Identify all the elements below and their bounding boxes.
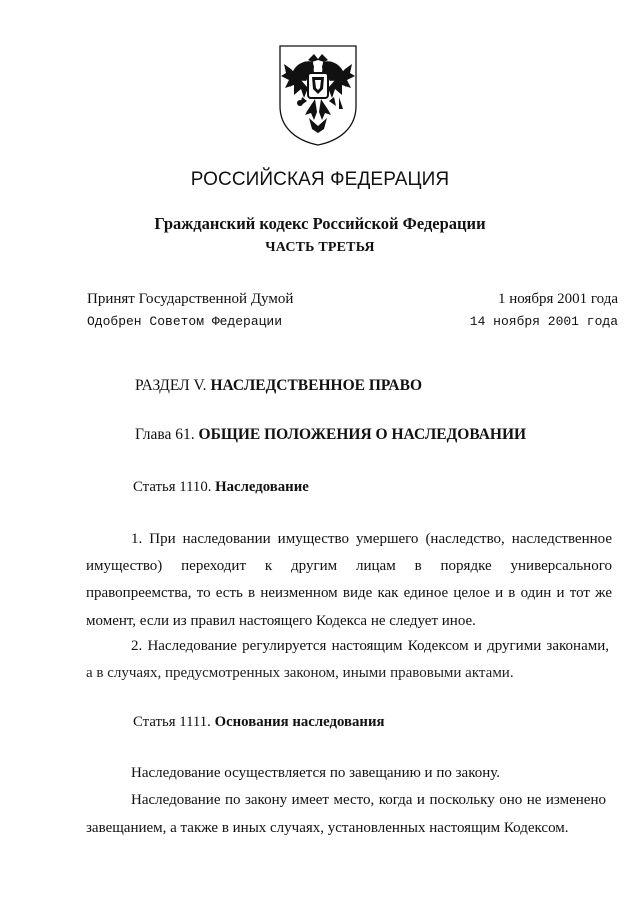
adoption-date-duma: 1 ноября 2001 года [497,291,618,307]
article-1110-paragraph-line: 2. Наследование регулируется настоящим Кодексом и другими законами, [131,638,609,654]
article-1110-heading [133,479,309,496]
section-prefix: РАЗДЕЛ V. [135,377,211,394]
adoption-body-duma: Принят Государственной Думой [87,291,294,307]
section-heading [135,377,422,395]
article-1110-prefix: Статья 1110. [133,479,216,495]
article-1111-heading [133,714,384,731]
article-1110-paragraph-line: имущество) переходит к другим лицам в порядке универсального [86,558,612,574]
article-1110-paragraph-line: а в случаях, предусмотренных законом, иными правовыми актами. [86,665,514,681]
article-1111-paragraph-line: завещанием, а также в иных случаях, установленных настоящим Кодексом. [86,820,569,836]
article-1110-paragraph-line: момент, если из правил настоящего Кодекса не следует иное. [86,613,476,629]
part-title: ЧАСТЬ ТРЕТЬЯ [265,240,375,255]
article-1110-paragraph-line: правопреемства, то есть в неизменном виде как единое целое и в один и тот же [86,585,612,601]
chapter-prefix: Глава 61. [135,426,199,443]
article-1111-paragraph-line: Наследование осуществляется по завещанию и по закону. [131,765,501,781]
article-1111-paragraph-line: Наследование по закону имеет место, когда и поскольку оно не изменено [131,792,606,808]
adoption-body-federation-council: Одобрен Советом Федерации [87,314,283,329]
article-1111-title: Основания наследования [214,714,385,730]
section-title: НАСЛЕДСТВЕННОЕ ПРАВО [210,377,422,394]
russian-state-emblem-icon [277,42,359,146]
adoption-row-federation-council [87,314,618,336]
adoption-date-federation-council: 14 ноября 2001 года [469,314,618,329]
article-1110-paragraph-line: 1. При наследовании имущество умершего (наследство, наследственное [131,531,612,547]
country-title: РОССИЙСКАЯ ФЕДЕРАЦИЯ [190,169,450,190]
adoption-row-duma [87,291,618,313]
article-1111-prefix: Статья 1111. [133,714,215,730]
chapter-heading [135,426,526,444]
article-1110-title: Наследование [215,479,309,495]
code-title: Гражданский кодекс Российской Федерации [154,214,486,233]
chapter-title: ОБЩИЕ ПОЛОЖЕНИЯ О НАСЛЕДОВАНИИ [198,426,527,443]
